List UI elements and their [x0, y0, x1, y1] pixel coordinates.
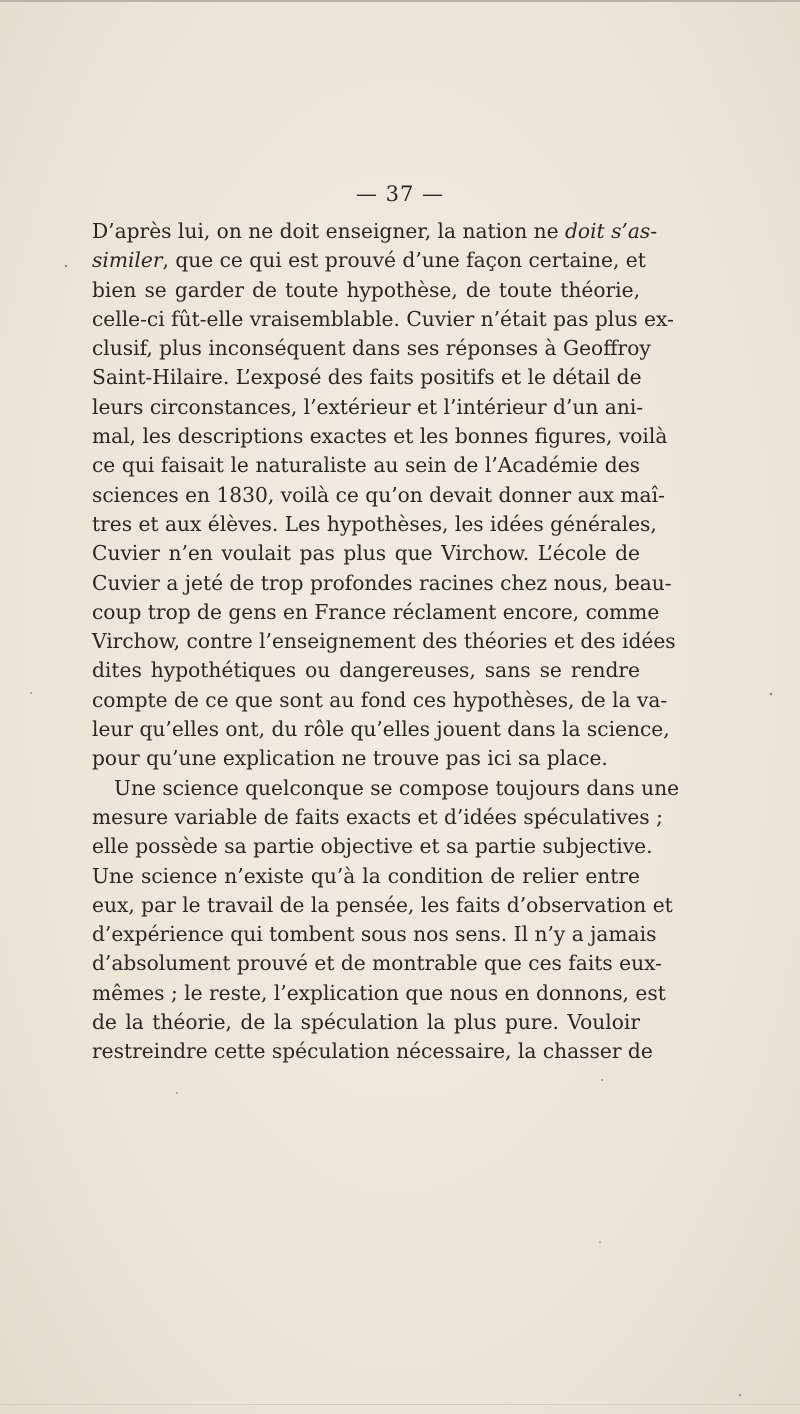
text-line: Cuvier n’en voulait pas plus que Virchow. L’école de: [92, 541, 640, 566]
text-line: elle possède sa partie objective et sa partie subjective.: [92, 834, 653, 859]
text-line: leur qu’elles ont, du rôle qu’elles jouent dans la science,: [92, 717, 670, 742]
text-line: mesure variable de faits exacts et d’idées spéculatives ;: [92, 804, 663, 829]
paper-speck: [770, 693, 773, 696]
text-line: Une science quelconque se compose toujours dans une: [114, 775, 680, 800]
text-line: ce qui faisait le naturaliste au sein de l’Académie des: [92, 453, 640, 478]
text-line: D’après lui, on ne doit enseigner, la nation ne doit s’as-: [92, 219, 658, 243]
text-line: restreindre cette spéculation nécessaire, la chasser de: [92, 1039, 653, 1064]
text-line: d’expérience qui tombent sous nos sens. Il n’y a jamais: [92, 922, 657, 947]
text-line: mêmes ; le reste, l’explication que nous en donnons, est: [92, 980, 666, 1005]
text-line: de la théorie, de la spéculation la plus pure. Vouloir: [92, 1010, 640, 1035]
text-line: bien se garder de toute hypothèse, de toute théorie,: [92, 277, 640, 302]
paper-speck: [30, 692, 32, 694]
bottom-edge-rule: [0, 1404, 800, 1405]
text-line: Une science n’existe qu’à la condition de relier entre: [92, 863, 640, 888]
text-line: Cuvier a jeté de trop profondes racines chez nous, beau-: [92, 570, 672, 595]
paper-speck: [65, 265, 67, 267]
text-line: pour qu’une explication ne trouve pas ici sa place.: [92, 746, 608, 771]
text-line: coup trop de gens en France réclament encore, comme: [92, 599, 660, 624]
page-number: — 37 —: [355, 182, 445, 206]
text-line: mal, les descriptions exactes et les bonnes figures, voilà: [92, 424, 668, 449]
text-line: clusif, plus inconséquent dans ses réponses à Geoffroy: [92, 336, 651, 361]
text-line: eux, par le travail de la pensée, les faits d’observation et: [92, 892, 673, 917]
text-line: Virchow, contre l’enseignement des théories et des idées: [92, 629, 676, 654]
text-line: celle-ci fût-elle vraisemblable. Cuvier n’était pas plus ex-: [92, 306, 674, 331]
text-line: similer, que ce qui est prouvé d’une façon certaine, et: [92, 248, 646, 273]
paper-speck: [599, 1241, 601, 1243]
text-line: d’absolument prouvé et de montrable que ces faits eux-: [92, 951, 662, 976]
paper-speck: [601, 1079, 603, 1081]
text-line: tres et aux élèves. Les hypothèses, les idées générales,: [92, 511, 657, 536]
text-line: Saint-Hilaire. L’exposé des faits positifs et le détail de: [92, 365, 642, 390]
text-line: sciences en 1830, voilà ce qu’on devait donner aux maî-: [92, 482, 665, 507]
text-line: leurs circonstances, l’extérieur et l’intérieur d’un ani-: [92, 394, 644, 419]
paper-speck: [739, 1394, 741, 1396]
paper-speck: [176, 1092, 178, 1094]
text-line: compte de ce que sont au fond ces hypothèses, de la va-: [92, 687, 668, 712]
text-line: dites hypothétiques ou dangereuses, sans se rendre: [92, 658, 640, 683]
